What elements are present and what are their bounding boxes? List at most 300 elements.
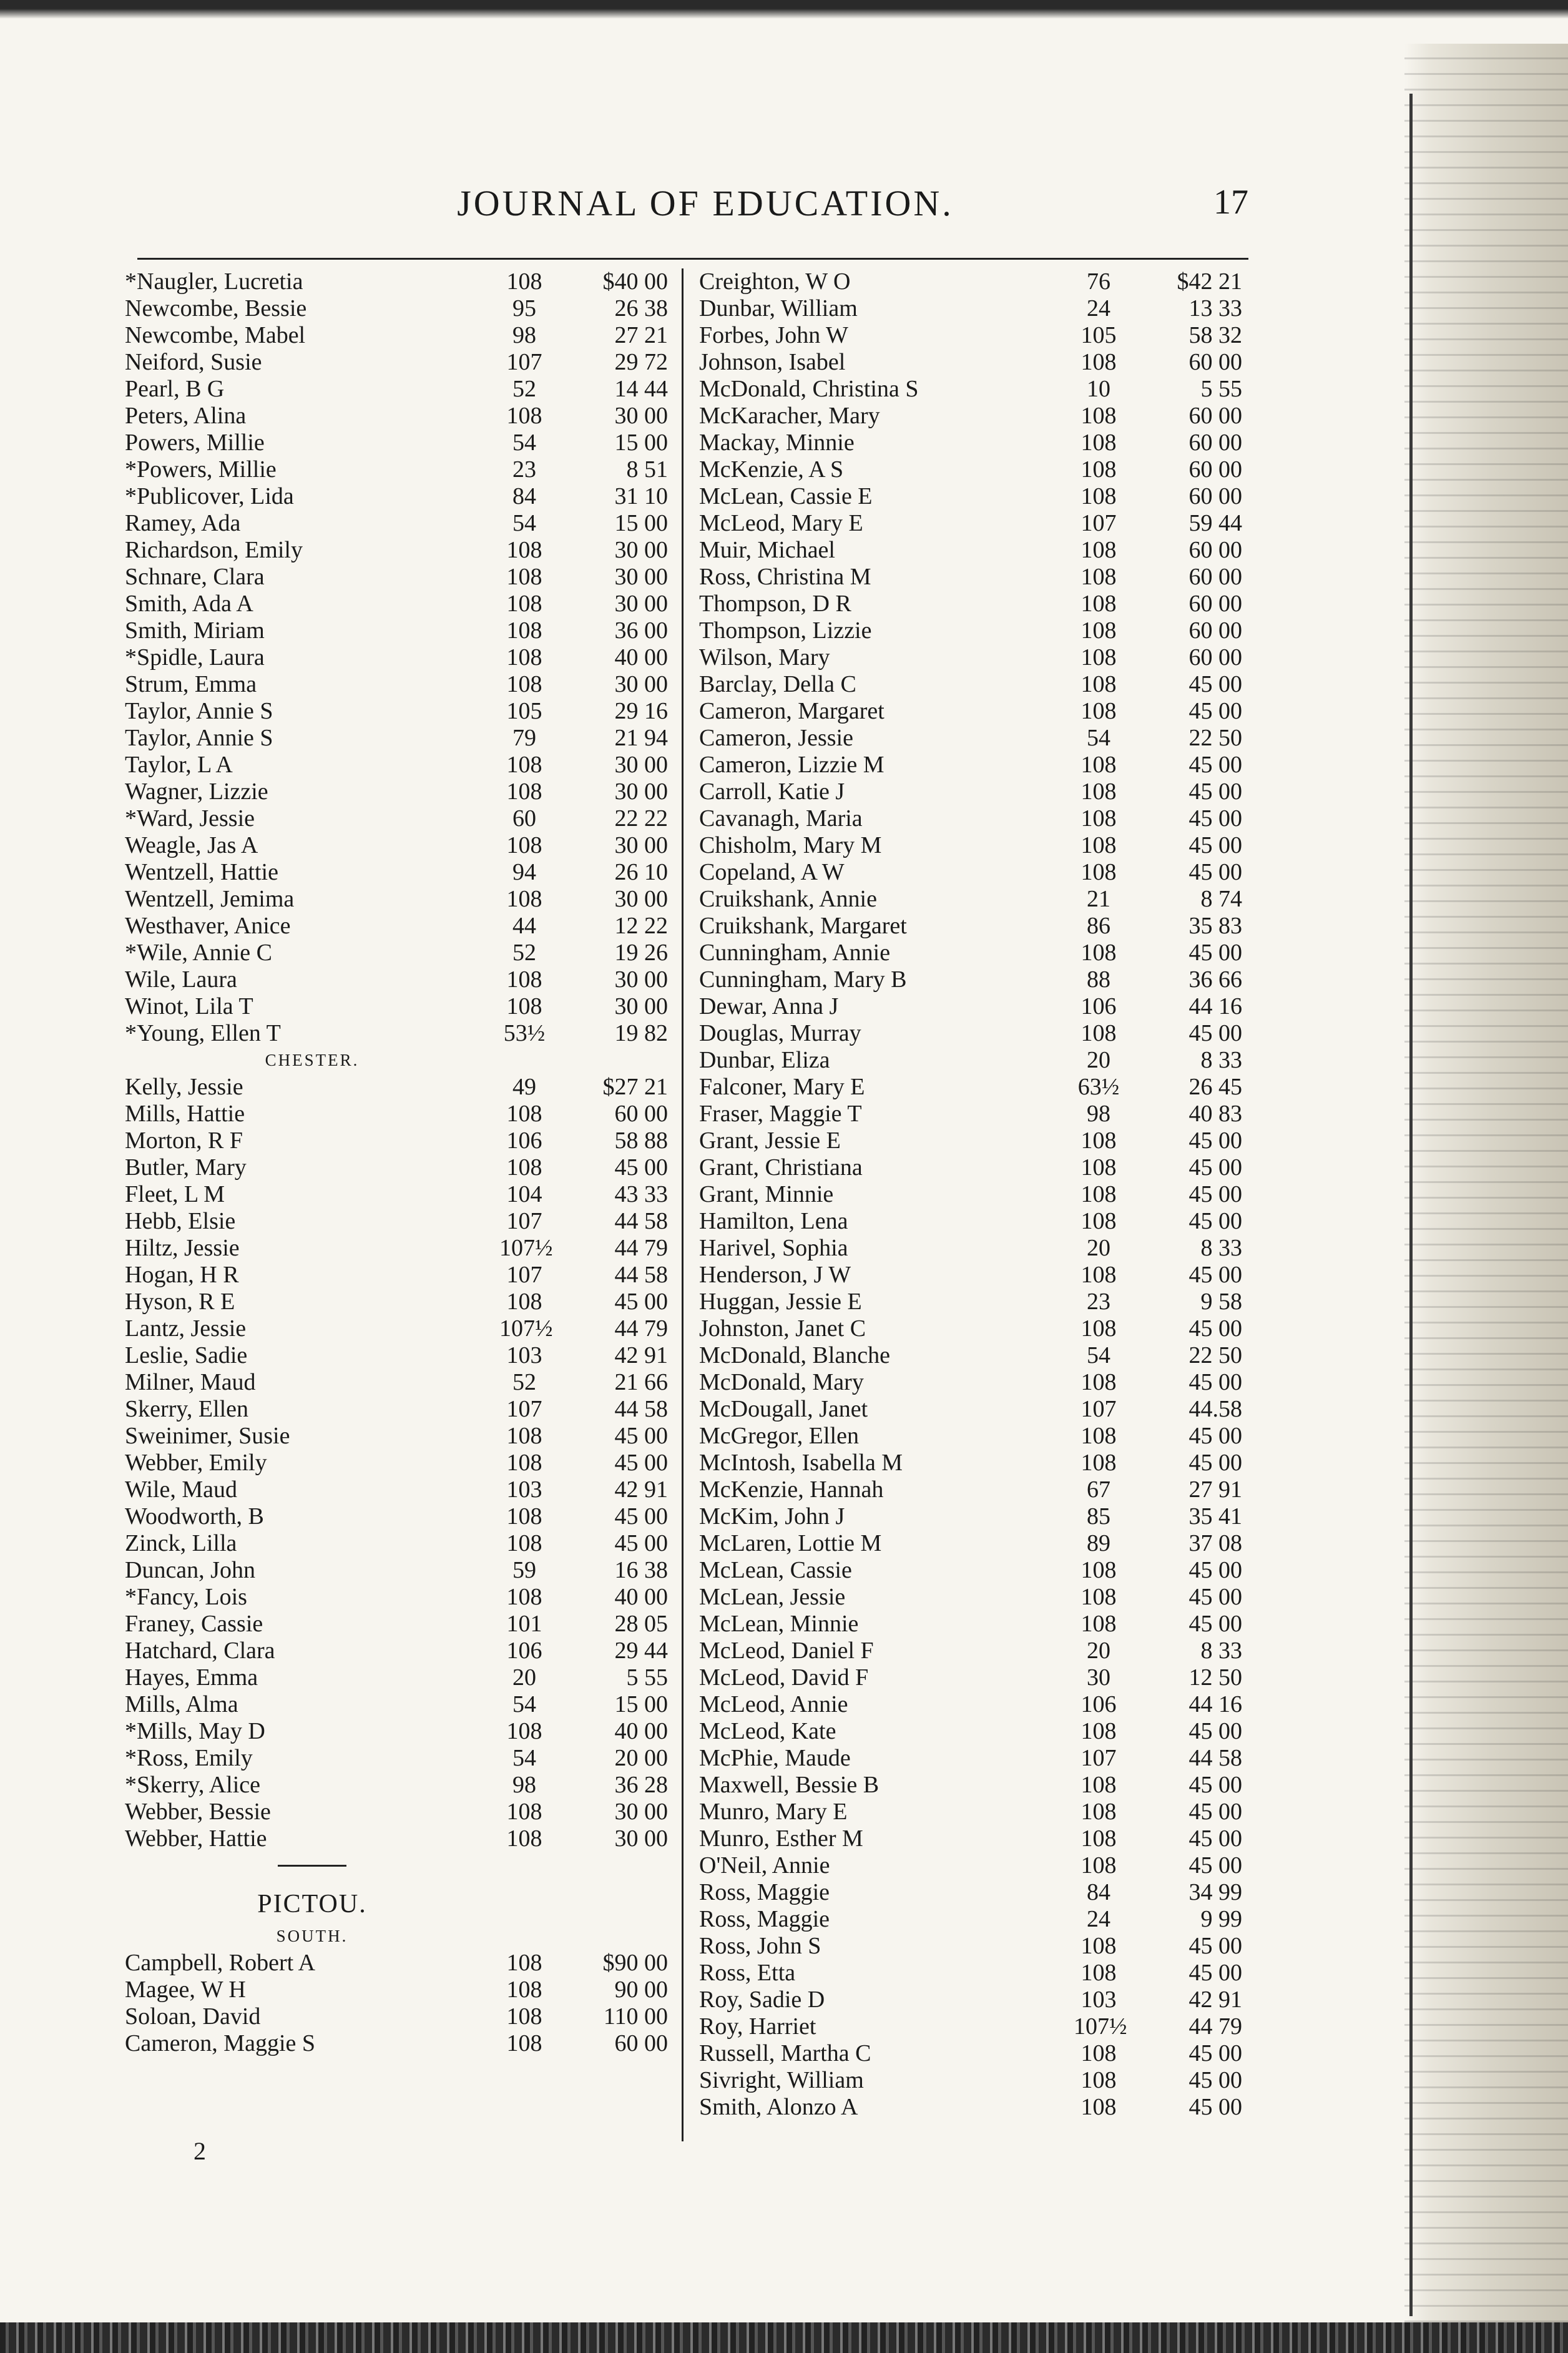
days-taught: 107 <box>506 349 542 375</box>
grant-amount: 45 00 <box>614 1289 668 1315</box>
teacher-name: McLean, Jessie <box>699 1584 846 1610</box>
grant-amount: 60 00 <box>1188 403 1242 429</box>
days-taught: 108 <box>1080 752 1117 778</box>
days-taught: 95 <box>512 295 536 322</box>
table-row <box>125 805 674 832</box>
teacher-name: Smith, Alonzo A <box>699 2094 858 2120</box>
days-taught: 108 <box>1080 1423 1117 1449</box>
days-taught: 63½ <box>1077 1074 1120 1100</box>
teacher-name: Smith, Ada A <box>125 591 253 617</box>
table-row <box>125 403 674 430</box>
teacher-name: Schnare, Clara <box>125 564 265 590</box>
grant-amount: 15 00 <box>614 510 668 536</box>
days-taught: 108 <box>506 832 542 858</box>
teacher-name: Grant, Christiana <box>699 1154 863 1181</box>
left-list-chester <box>125 1074 674 1852</box>
teacher-name: Muir, Michael <box>699 537 835 563</box>
teacher-name: McLean, Minnie <box>699 1611 859 1637</box>
grant-amount: 12 22 <box>614 913 668 939</box>
left-column <box>125 268 674 2057</box>
grant-amount: 45 00 <box>614 1450 668 1476</box>
teacher-name: Thompson, D R <box>699 591 851 617</box>
grant-amount: 44 16 <box>1188 993 1242 1019</box>
teacher-name: Kelly, Jessie <box>125 1074 243 1100</box>
days-taught: 20 <box>512 1664 536 1691</box>
grant-amount: $27 21 <box>602 1074 668 1100</box>
grant-amount: 20 00 <box>614 1745 668 1771</box>
teacher-name: McKaracher, Mary <box>699 403 880 429</box>
grant-amount: 45 00 <box>1188 698 1242 724</box>
teacher-name: Richardson, Emily <box>125 537 303 563</box>
teacher-name: McLeod, Daniel F <box>699 1638 874 1664</box>
table-row <box>699 1960 1248 1987</box>
days-taught: 103 <box>506 1342 542 1368</box>
grant-amount: 30 00 <box>614 671 668 697</box>
table-row <box>699 671 1248 698</box>
days-taught: 106 <box>506 1127 542 1154</box>
grant-amount: 45 00 <box>1188 1450 1242 1476</box>
teacher-name: *Skerry, Alice <box>125 1772 261 1798</box>
days-taught: 108 <box>506 1503 542 1530</box>
days-taught: 59 <box>512 1557 536 1583</box>
days-taught: 108 <box>1080 779 1117 805</box>
days-taught: 107½ <box>499 1315 553 1342</box>
days-taught: 108 <box>1080 403 1117 429</box>
grant-amount: 5 55 <box>1200 376 1242 402</box>
days-taught: 108 <box>1080 698 1117 724</box>
teacher-name: McPhie, Maude <box>699 1745 851 1771</box>
table-row <box>699 1127 1248 1154</box>
table-row <box>699 1450 1248 1476</box>
grant-amount: 45 00 <box>614 1423 668 1449</box>
grant-amount: 36 28 <box>614 1772 668 1798</box>
days-taught: 21 <box>1087 886 1110 912</box>
days-taught: 108 <box>506 1289 542 1315</box>
grant-amount: 15 00 <box>614 1691 668 1717</box>
teacher-name: Ross, Maggie <box>699 1906 830 1932</box>
grant-amount: 60 00 <box>1188 644 1242 671</box>
grant-amount: 22 50 <box>1188 1342 1242 1368</box>
grant-amount: 30 00 <box>614 591 668 617</box>
days-taught: 108 <box>1080 1933 1117 1959</box>
teacher-name: Mills, Hattie <box>125 1101 245 1127</box>
grant-amount: 45 00 <box>1188 1718 1242 1744</box>
days-taught: 108 <box>1080 671 1117 697</box>
table-row <box>699 886 1248 913</box>
grant-amount: 45 00 <box>1188 752 1242 778</box>
days-taught: 108 <box>506 644 542 671</box>
days-taught: 108 <box>506 1423 542 1449</box>
days-taught: 108 <box>506 752 542 778</box>
teacher-name: Wagner, Lizzie <box>125 779 268 805</box>
grant-amount: $42 21 <box>1177 268 1242 295</box>
table-row <box>699 1181 1248 1208</box>
table-row <box>125 1977 674 2003</box>
table-row <box>699 376 1248 403</box>
teacher-name: *Mills, May D <box>125 1718 265 1744</box>
grant-amount: 30 00 <box>614 993 668 1019</box>
teacher-name: McDonald, Christina S <box>699 376 919 402</box>
table-row <box>125 1315 674 1342</box>
grant-amount: 44 58 <box>614 1262 668 1288</box>
teacher-name: McDougall, Janet <box>699 1396 868 1422</box>
table-row <box>125 564 674 591</box>
table-row <box>699 1101 1248 1127</box>
days-taught: 54 <box>1087 725 1110 751</box>
table-row <box>125 698 674 725</box>
grant-amount: 45 00 <box>1188 1127 1242 1154</box>
table-row <box>699 483 1248 510</box>
teacher-name: Hyson, R E <box>125 1289 235 1315</box>
teacher-name: Wentzell, Hattie <box>125 859 278 885</box>
section-rule <box>125 1852 674 1879</box>
grant-amount: 44 79 <box>614 1235 668 1261</box>
table-row <box>699 832 1248 859</box>
teacher-name: Cunningham, Annie <box>699 940 891 966</box>
table-row <box>125 1825 674 1852</box>
table-row <box>125 1772 674 1799</box>
grant-amount: 45 00 <box>1188 1020 1242 1046</box>
days-taught: 106 <box>1080 1691 1117 1717</box>
grant-amount: 45 00 <box>1188 940 1242 966</box>
grant-amount: 31 10 <box>614 483 668 509</box>
teacher-name: Taylor, Annie S <box>125 725 273 751</box>
days-taught: 108 <box>1080 1799 1117 1825</box>
grant-amount: 45 00 <box>1188 1181 1242 1207</box>
grant-amount: 45 00 <box>1188 1262 1242 1288</box>
journal-page <box>112 169 1261 2191</box>
right-column <box>699 268 1248 2121</box>
teacher-name: Cruikshank, Annie <box>699 886 877 912</box>
grant-amount: 15 00 <box>614 430 668 456</box>
table-row <box>125 886 674 913</box>
table-row <box>699 1047 1248 1074</box>
teacher-name: McLaren, Lottie M <box>699 1530 882 1556</box>
teacher-name: McGregor, Ellen <box>699 1423 859 1449</box>
days-taught: 101 <box>506 1611 542 1637</box>
table-row <box>125 966 674 993</box>
days-taught: 106 <box>1080 993 1117 1019</box>
grant-amount: 60 00 <box>1188 564 1242 590</box>
teacher-name: Munro, Mary E <box>699 1799 848 1825</box>
table-row <box>125 671 674 698</box>
table-row <box>125 1154 674 1181</box>
teacher-name: Sivright, William <box>699 2067 864 2093</box>
table-row <box>699 322 1248 349</box>
days-taught: 108 <box>1080 1181 1117 1207</box>
table-row <box>125 1208 674 1235</box>
scan-bottom-edge <box>0 2322 1568 2353</box>
teacher-name: Cameron, Maggie S <box>125 2030 316 2056</box>
table-row <box>699 1289 1248 1315</box>
days-taught: 108 <box>506 1799 542 1825</box>
days-taught: 108 <box>1080 1960 1117 1986</box>
grant-amount: 22 50 <box>1188 725 1242 751</box>
table-row <box>699 2094 1248 2121</box>
days-taught: 108 <box>506 268 542 295</box>
days-taught: 108 <box>506 1101 542 1127</box>
grant-amount: 43 33 <box>614 1181 668 1207</box>
table-row <box>699 1745 1248 1772</box>
table-row <box>699 1530 1248 1557</box>
teacher-name: Soloan, David <box>125 2003 261 2030</box>
teacher-name: Hamilton, Lena <box>699 1208 848 1234</box>
days-taught: 76 <box>1087 268 1110 295</box>
days-taught: 52 <box>512 376 536 402</box>
table-row <box>125 295 674 322</box>
table-row <box>699 456 1248 483</box>
grant-amount: 45 00 <box>1188 805 1242 832</box>
page-header <box>112 169 1261 237</box>
table-row <box>125 1664 674 1691</box>
days-taught: 104 <box>506 1181 542 1207</box>
table-row <box>125 1127 674 1154</box>
table-row <box>699 1611 1248 1638</box>
teacher-name: Taylor, Annie S <box>125 698 273 724</box>
grant-amount: 34 99 <box>1188 1879 1242 1905</box>
grant-amount: 45 00 <box>1188 671 1242 697</box>
table-row <box>699 1906 1248 1933</box>
table-row <box>125 2003 674 2030</box>
days-taught: 108 <box>1080 1772 1117 1798</box>
grant-amount: 30 00 <box>614 403 668 429</box>
section-heading-south: SOUTH. <box>276 1927 348 1945</box>
days-taught: 108 <box>1080 1315 1117 1342</box>
teacher-name: Cameron, Lizzie M <box>699 752 884 778</box>
left-list-group1 <box>125 268 674 1047</box>
days-taught: 54 <box>1087 1342 1110 1368</box>
grant-amount: 45 00 <box>1188 1852 1242 1879</box>
days-taught: 79 <box>512 725 536 751</box>
teacher-name: Roy, Sadie D <box>699 1987 825 2013</box>
grant-amount: 45 00 <box>614 1154 668 1181</box>
table-row <box>699 2067 1248 2094</box>
table-row <box>699 698 1248 725</box>
teacher-name: Lantz, Jessie <box>125 1315 247 1342</box>
table-row <box>125 617 674 644</box>
teacher-name: Webber, Emily <box>125 1450 267 1476</box>
teacher-name: Magee, W H <box>125 1977 246 2003</box>
days-taught: 54 <box>512 430 536 456</box>
days-taught: 98 <box>512 1772 536 1798</box>
left-list-pictou-south <box>125 1950 674 2057</box>
days-taught: 108 <box>1080 591 1117 617</box>
days-taught: 49 <box>512 1074 536 1100</box>
table-row <box>699 403 1248 430</box>
table-row <box>125 483 674 510</box>
grant-amount: 60 00 <box>1188 430 1242 456</box>
table-row <box>125 752 674 779</box>
days-taught: 108 <box>1080 2067 1117 2093</box>
grant-amount: 42 91 <box>614 1476 668 1503</box>
page-edge-line <box>1409 94 1413 2316</box>
teacher-name: McLeod, David F <box>699 1664 869 1691</box>
table-row <box>125 1181 674 1208</box>
teacher-name: McDonald, Blanche <box>699 1342 891 1368</box>
table-row <box>125 322 674 349</box>
teacher-name: Milner, Maud <box>125 1369 256 1395</box>
days-taught: 10 <box>1087 376 1110 402</box>
table-row <box>125 1369 674 1396</box>
grant-amount: 45 00 <box>1188 1208 1242 1234</box>
teacher-name: *Fancy, Lois <box>125 1584 247 1610</box>
teacher-name: *Powers, Millie <box>125 456 277 483</box>
grant-amount: 29 44 <box>614 1638 668 1664</box>
days-taught: 98 <box>1087 1101 1110 1127</box>
table-row <box>125 1289 674 1315</box>
grant-amount: 90 00 <box>614 1977 668 2003</box>
days-taught: 108 <box>1080 1020 1117 1046</box>
table-row <box>125 725 674 752</box>
grant-amount: 30 00 <box>614 537 668 563</box>
days-taught: 84 <box>1087 1879 1110 1905</box>
table-row <box>125 1638 674 1664</box>
table-row <box>125 1584 674 1611</box>
grant-amount: 45 00 <box>1188 1369 1242 1395</box>
teacher-name: Dunbar, William <box>699 295 858 322</box>
teacher-name: *Ross, Emily <box>125 1745 253 1771</box>
grant-amount: 40 83 <box>1188 1101 1242 1127</box>
table-row <box>699 2013 1248 2040</box>
teacher-name: Hiltz, Jessie <box>125 1235 240 1261</box>
days-taught: 98 <box>512 322 536 348</box>
grant-amount: 30 00 <box>614 886 668 912</box>
table-row <box>699 1020 1248 1047</box>
grant-amount: 45 00 <box>1188 1315 1242 1342</box>
days-taught: 108 <box>506 617 542 644</box>
days-taught: 52 <box>512 1369 536 1395</box>
days-taught: 107 <box>506 1396 542 1422</box>
days-taught: 108 <box>1080 1369 1117 1395</box>
table-row <box>699 966 1248 993</box>
days-taught: 23 <box>512 456 536 483</box>
days-taught: 24 <box>1087 1906 1110 1932</box>
table-row <box>699 1342 1248 1369</box>
table-row <box>125 268 674 295</box>
grant-amount: 45 00 <box>1188 859 1242 885</box>
teacher-name: Douglas, Murray <box>699 1020 861 1046</box>
grant-amount: 45 00 <box>1188 1960 1242 1986</box>
table-row <box>699 430 1248 456</box>
days-taught: 108 <box>506 1977 542 2003</box>
teacher-name: Cruikshank, Margaret <box>699 913 907 939</box>
grant-amount: 42 91 <box>614 1342 668 1368</box>
grant-amount: 45 00 <box>1188 1799 1242 1825</box>
table-row <box>699 1852 1248 1879</box>
grant-amount: 9 58 <box>1200 1289 1242 1315</box>
table-row <box>699 1235 1248 1262</box>
teacher-name: Ross, Etta <box>699 1960 796 1986</box>
teacher-name: *Wile, Annie C <box>125 940 272 966</box>
grant-amount: $90 00 <box>602 1950 668 1976</box>
table-row <box>699 591 1248 617</box>
days-taught: 20 <box>1087 1235 1110 1261</box>
grant-amount: 19 82 <box>614 1020 668 1046</box>
teacher-name: Forbes, John W <box>699 322 848 348</box>
table-row <box>699 913 1248 940</box>
days-taught: 60 <box>512 805 536 832</box>
table-row <box>125 2030 674 2057</box>
teacher-name: Johnson, Isabel <box>699 349 846 375</box>
grant-amount: 13 33 <box>1188 295 1242 322</box>
grant-amount: 60 00 <box>1188 483 1242 509</box>
teacher-name: Hogan, H R <box>125 1262 239 1288</box>
table-row <box>699 564 1248 591</box>
days-taught: 108 <box>506 1530 542 1556</box>
days-taught: 107½ <box>1074 2013 1127 2040</box>
teacher-name: Pearl, B G <box>125 376 225 402</box>
table-row <box>125 1611 674 1638</box>
table-row <box>125 940 674 966</box>
grant-amount: 44 58 <box>614 1396 668 1422</box>
days-taught: 108 <box>1080 1611 1117 1637</box>
table-row <box>125 349 674 376</box>
table-row <box>699 993 1248 1020</box>
teacher-name: Falconer, Mary E <box>699 1074 865 1100</box>
grant-amount: 40 00 <box>614 1584 668 1610</box>
days-taught: 20 <box>1087 1047 1110 1073</box>
days-taught: 30 <box>1087 1664 1110 1691</box>
days-taught: 108 <box>506 403 542 429</box>
grant-amount: 45 00 <box>614 1503 668 1530</box>
table-row <box>699 617 1248 644</box>
grant-amount: 60 00 <box>1188 456 1242 483</box>
days-taught: 108 <box>1080 805 1117 832</box>
table-row <box>125 1342 674 1369</box>
teacher-name: Newcombe, Mabel <box>125 322 306 348</box>
days-taught: 108 <box>506 1718 542 1744</box>
grant-amount: 22 22 <box>614 805 668 832</box>
grant-amount: 30 00 <box>614 1825 668 1852</box>
table-row <box>125 1101 674 1127</box>
teacher-name: Munro, Esther M <box>699 1825 863 1852</box>
days-taught: 94 <box>512 859 536 885</box>
grant-amount: 60 00 <box>1188 617 1242 644</box>
grant-amount: 16 38 <box>614 1557 668 1583</box>
days-taught: 107 <box>506 1208 542 1234</box>
teacher-name: McKenzie, Hannah <box>699 1476 884 1503</box>
teacher-name: Wile, Laura <box>125 966 237 993</box>
table-row <box>699 1664 1248 1691</box>
grant-amount: 36 66 <box>1188 966 1242 993</box>
grant-amount: 110 00 <box>603 2003 668 2030</box>
teacher-name: Neiford, Susie <box>125 349 262 375</box>
grant-amount: 44 79 <box>1188 2013 1242 2040</box>
grant-amount: 45 00 <box>1188 1557 1242 1583</box>
grant-amount: 35 83 <box>1188 913 1242 939</box>
grant-amount: 30 00 <box>614 966 668 993</box>
grant-amount: 60 00 <box>1188 537 1242 563</box>
days-taught: 108 <box>1080 617 1117 644</box>
days-taught: 107 <box>1080 1745 1117 1771</box>
teacher-name: Westhaver, Anice <box>125 913 291 939</box>
teacher-name: Ross, Maggie <box>699 1879 830 1905</box>
grant-amount: 8 74 <box>1200 886 1242 912</box>
days-taught: 108 <box>1080 1127 1117 1154</box>
days-taught: 103 <box>506 1476 542 1503</box>
grant-amount: 37 08 <box>1188 1530 1242 1556</box>
grant-amount: 8 33 <box>1200 1235 1242 1261</box>
days-taught: 108 <box>506 1450 542 1476</box>
table-row <box>125 832 674 859</box>
column-divider <box>682 268 684 2141</box>
days-taught: 108 <box>506 779 542 805</box>
teacher-name: Barclay, Della C <box>699 671 856 697</box>
days-taught: 108 <box>1080 2094 1117 2120</box>
grant-amount: 44 16 <box>1188 1691 1242 1717</box>
teacher-name: Ross, John S <box>699 1933 821 1959</box>
teacher-name: Creighton, W O <box>699 268 851 295</box>
